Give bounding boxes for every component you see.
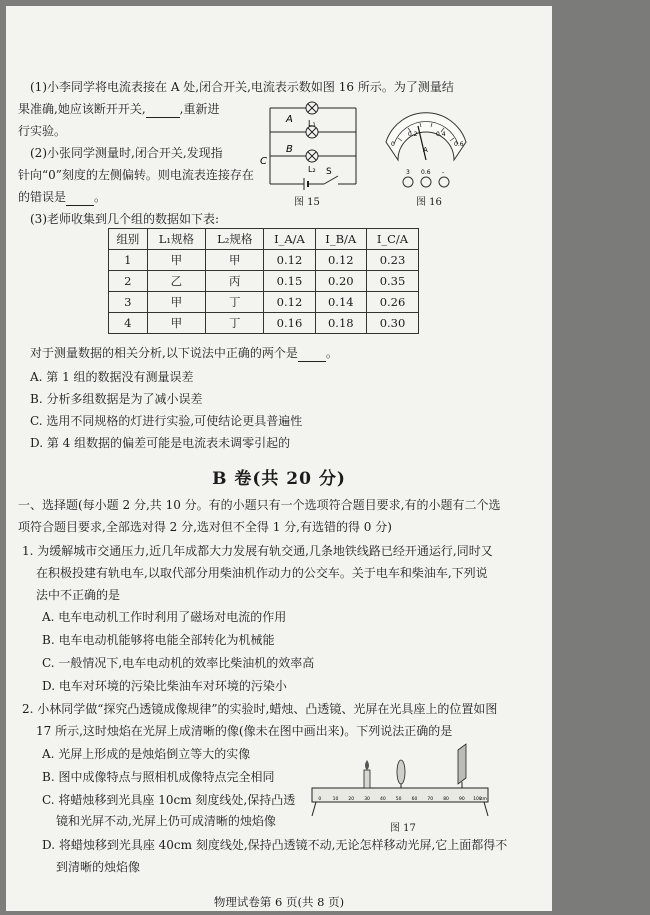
ammeter-scale-0: 0 <box>391 141 395 148</box>
ammeter-scale-06: 0.6 <box>454 141 464 148</box>
ammeter-fig16 <box>378 102 474 194</box>
table-cell: 0.16 <box>264 313 315 334</box>
table-header: I_A/A <box>264 229 315 250</box>
table-cell: 0.26 <box>366 292 418 313</box>
b-q2-option-a: A. 光屏上形成的是烛焰倒立等大的实像 <box>42 747 251 761</box>
label-c: C <box>260 156 267 167</box>
table-cell: 3 <box>109 292 148 313</box>
table-header: L₁规格 <box>147 229 205 250</box>
q1-line-3: 行实验。 <box>18 124 67 138</box>
fig17-caption: 图 17 <box>390 823 416 834</box>
b-q1-line-2: 在积极投建有轨电车,以取代部分用柴油机作动力的公交车。关于电车和柴油车,下列说 <box>36 566 488 580</box>
exam-page <box>6 6 552 911</box>
candle <box>364 760 370 788</box>
table-row <box>109 313 419 334</box>
q2-line-2: 针向“0”刻度的左侧偏转。则电流表连接存在 <box>18 168 254 182</box>
table-header: I_B/A <box>315 229 366 250</box>
answer-blank[interactable] <box>146 105 180 118</box>
section-b-title: B 卷(共 20 分) <box>212 469 346 489</box>
table-row <box>109 271 419 292</box>
b-q1-option-d: D. 电车对环境的污染比柴油车对环境的污染小 <box>42 679 287 693</box>
b-q2-line-2: 17 所示,这时烛焰在光屏上成清晰的像(像未在图中画出来)。下列说法正确的是 <box>36 724 453 738</box>
ammeter-unit: A <box>423 146 428 154</box>
ruler-label: 100 <box>473 797 482 802</box>
label-s: S <box>326 167 332 177</box>
ruler-label: 0 <box>318 797 322 802</box>
b-q2-option-d: D. 将蜡烛移到光具座 40cm 刻度线处,保持凸透镜不动,无论怎样移动光屏,它上面都得不 <box>42 838 508 852</box>
ruler-label: 30 <box>364 797 370 802</box>
label-l1: L₁ <box>308 119 316 128</box>
convex-lens <box>397 760 405 788</box>
q1-line-1: (1)小李同学将电流表接在 A 处,闭合开关,电流表示数如图 16 所示。为了测量结 <box>30 80 454 94</box>
b-q1-option-a: A. 电车电动机工作时利用了磁场对电流的作用 <box>42 610 287 624</box>
q2-line-3: 的错误是 。 <box>18 190 107 204</box>
q3-line-1: (3)老师收集到几个组的数据如下表: <box>30 212 220 226</box>
b-q1-option-c: C. 一般情况下,电车电动机的效率比柴油机的效率高 <box>42 656 315 670</box>
ruler-label: 90 <box>459 797 465 802</box>
table-cell: 0.12 <box>315 250 366 271</box>
table-cell: 0.23 <box>366 250 418 271</box>
ruler-label: 70 <box>427 797 434 802</box>
light-screen <box>458 744 466 788</box>
ammeter-scale-04: 0.4 <box>436 131 446 138</box>
b-q2-option-d-cont: 到清晰的烛焰像 <box>56 860 141 874</box>
fig15-caption: 图 15 <box>294 197 320 208</box>
page-footer: 物理试卷第 6 页(共 8 页) <box>213 895 345 909</box>
q2-line-1: (2)小张同学测量时,闭合开关,发现指 <box>30 146 223 160</box>
background-right <box>552 0 650 915</box>
terminal-06: 0.6 <box>421 169 431 176</box>
table-cell: 2 <box>109 271 148 292</box>
fig16-caption: 图 16 <box>416 197 442 208</box>
ruler-label: 80 <box>443 797 449 802</box>
option-d: D. 第 4 组数据的偏差可能是电流表未调零引起的 <box>30 436 291 450</box>
table-cell: 0.12 <box>264 292 315 313</box>
label-l2: L₂ <box>308 165 316 174</box>
table-cell: 甲 <box>147 250 205 271</box>
table-cell: 乙 <box>147 271 205 292</box>
table-cell: 0.30 <box>366 313 418 334</box>
b-q2-line-1: 2. 小林同学做“探究凸透镜成像规律”的实验时,蜡烛、凸透镜、光屏在光具座上的位置如图 <box>22 702 498 716</box>
table-cell: 甲 <box>147 313 205 334</box>
terminal-3: 3 <box>406 169 410 176</box>
table-cell: 0.20 <box>315 271 366 292</box>
b-q1-option-b: B. 电车电动机能够将电能全部转化为机械能 <box>42 633 275 647</box>
answer-blank[interactable] <box>298 349 326 362</box>
table-cell: 丙 <box>206 271 264 292</box>
terminal-neg: - <box>442 169 445 176</box>
ruler-unit: cm <box>480 797 487 802</box>
answer-blank[interactable] <box>66 193 94 206</box>
table-cell: 丁 <box>206 313 264 334</box>
option-a: A. 第 1 组的数据没有测量误差 <box>30 370 194 384</box>
ruler-label: 50 <box>395 797 402 802</box>
b-q2-option-c-cont: 镜和光屏不动,光屏上仍可成清晰的烛焰像 <box>56 814 276 828</box>
table-cell: 丁 <box>206 292 264 313</box>
ruler-label: 40 <box>380 797 386 802</box>
table-cell: 0.12 <box>264 250 315 271</box>
instructions-line-2: 项符合题目要求,全部选对得 2 分,选对但不全得 1 分,有选错的得 0 分) <box>18 520 392 534</box>
analysis-line: 对于测量数据的相关分析,以下说法中正确的两个是 。 <box>30 346 338 360</box>
instructions-line-1: 一、选择题(每小题 2 分,共 10 分。有的小题只有一个选项符合题目要求,有的小题有二个选 <box>18 498 501 512</box>
table-cell: 1 <box>109 250 148 271</box>
table-cell: 0.18 <box>315 313 366 334</box>
ruler-label: 10 <box>332 797 339 802</box>
b-q2-option-b: B. 图中成像特点与照相机成像特点完全相同 <box>42 770 275 784</box>
b-q1-line-1: 1. 为缓解城市交通压力,近几年成都大力发展有轨交通,几条地铁线路已经开通运行,同时又 <box>22 544 493 558</box>
ammeter-scale-02: 0.2 <box>408 131 418 138</box>
table-cell: 甲 <box>206 250 264 271</box>
table-cell: 4 <box>109 313 148 334</box>
table-header: L₂规格 <box>206 229 264 250</box>
data-table <box>108 228 419 334</box>
label-b: B <box>286 144 293 155</box>
table-header: 组别 <box>109 229 148 250</box>
optical-bench-fig17 <box>306 736 494 818</box>
table-header-row <box>109 229 419 250</box>
option-b: B. 分析多组数据是为了减小误差 <box>30 392 203 406</box>
ruler-label: 60 <box>411 797 418 802</box>
table-row <box>109 250 419 271</box>
b-q2-option-c: C. 将蜡烛移到光具座 10cm 刻度线处,保持凸透 <box>42 793 296 807</box>
table-row <box>109 292 419 313</box>
ruler-label: 20 <box>348 797 355 802</box>
table-cell: 甲 <box>147 292 205 313</box>
table-cell: 0.14 <box>315 292 366 313</box>
table-cell: 0.35 <box>366 271 418 292</box>
table-cell: 0.15 <box>264 271 315 292</box>
q1-line-2: 果准确,她应该断开开关, ,重新进 <box>18 102 220 116</box>
label-a: A <box>286 114 293 125</box>
table-header: I_C/A <box>366 229 418 250</box>
b-q1-line-3: 法中不正确的是 <box>36 588 121 602</box>
option-c: C. 选用不同规格的灯进行实验,可使结论更具普遍性 <box>30 414 303 428</box>
